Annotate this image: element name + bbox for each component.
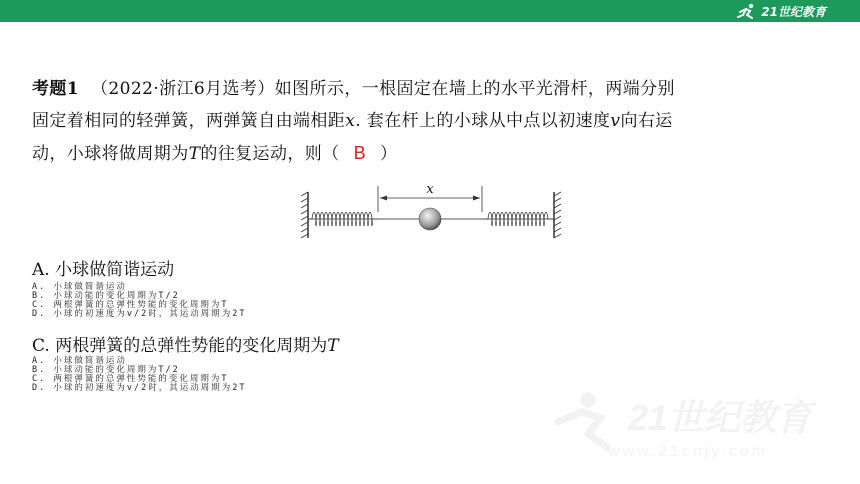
close-paren: ） (379, 144, 398, 164)
option-b-small-2: B. 小球动能的变化周期为T/2 (32, 365, 180, 375)
header-bar (0, 0, 860, 22)
brand-logo (736, 2, 826, 20)
option-d-small: D. 小球的初速度为v/2时，其运动周期为2T (32, 309, 247, 319)
option-d-small-2: D. 小球的初速度为v/2时，其运动周期为2T (32, 383, 247, 393)
right-wall-hatch (554, 192, 561, 238)
question-line3-part-b: 的往复运动，则（ (200, 144, 340, 164)
logo-text: 21世纪教育 (761, 4, 826, 19)
dimension-arrow-right (473, 196, 480, 201)
option-c (32, 331, 339, 356)
question-line2-part-b: . 套在杆上的小球从中点以初速度 (355, 111, 611, 131)
runner-icon (736, 3, 758, 19)
question-line2-part-c: 向右运 (620, 111, 673, 131)
option-a-small: A. 小球做简谐运动 (32, 282, 127, 292)
question-line-3 (32, 137, 832, 170)
variable-T: T (188, 144, 201, 164)
ball (419, 208, 441, 230)
option-b-small: B. 小球动能的变化周期为T/2 (32, 291, 180, 301)
watermark-url: www.21cnjy.com (608, 443, 768, 460)
question-source: （2022·浙江6月选考） (91, 79, 275, 99)
option-c-var-T: T (327, 336, 339, 356)
left-wall-hatch (301, 192, 308, 238)
question-line1-body: 如图所示，一根固定在墙上的水平光滑杆，两端分别 (274, 79, 675, 99)
dimension-label-x: x (426, 182, 434, 197)
option-c-small: C. 两根弹簧的总弹性势能的变化周期为T (32, 300, 229, 310)
answer-choice: B (353, 143, 366, 163)
options-list-small-2 (32, 357, 246, 393)
variable-x: x (345, 111, 356, 131)
question-line2-part-a: 固定着相同的轻弹簧，两弹簧自由端相距 (32, 111, 346, 131)
option-a-small-2: A. 小球做简谐运动 (32, 356, 127, 366)
dimension-arrow-left (380, 196, 387, 201)
variable-v: v (610, 111, 621, 131)
question-label: 考题1 (32, 79, 80, 99)
question-line3-part-a: 动，小球将做周期为 (32, 144, 189, 164)
question-text (32, 73, 832, 170)
option-c-small-2: C. 两根弹簧的总弹性势能的变化周期为T (32, 374, 229, 384)
question-line-2 (32, 105, 832, 137)
watermark-text: 21世纪教育 (628, 397, 813, 438)
watermark-logo (548, 382, 848, 462)
option-a: A. 小球做简谐运动 (32, 260, 175, 280)
options-list-small-1 (32, 283, 246, 319)
spring-diagram (300, 178, 562, 244)
option-c-text: C. 两根弹簧的总弹性势能的变化周期为 (32, 336, 328, 356)
question-line-1 (32, 73, 832, 105)
